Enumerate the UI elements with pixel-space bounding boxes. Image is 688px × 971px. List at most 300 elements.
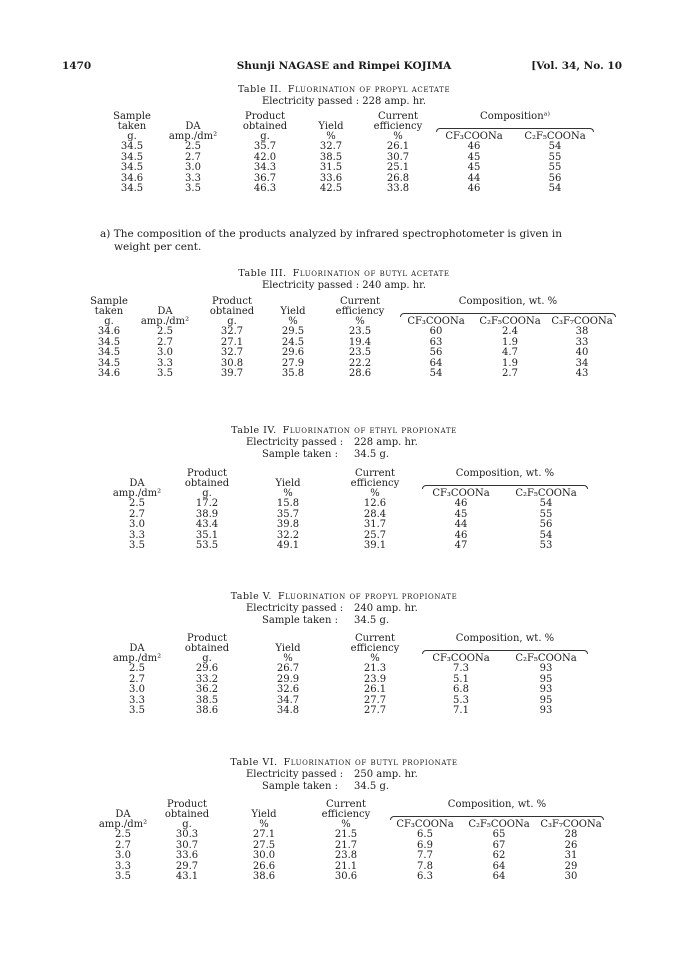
table-cell: 3.0 bbox=[157, 347, 173, 358]
table-cell: 7.8 bbox=[417, 860, 433, 872]
table-cell: 3.5 bbox=[185, 183, 201, 194]
page-number: 1470 bbox=[62, 60, 92, 72]
table-cell: 44 bbox=[454, 519, 468, 530]
table-cell: 32.7 bbox=[220, 347, 244, 358]
table-cell: 95 bbox=[539, 694, 553, 706]
table-cell: 6.3 bbox=[417, 871, 433, 882]
table-6-caption bbox=[0, 757, 688, 793]
table-row bbox=[96, 851, 606, 862]
table-cell: 3.0 bbox=[115, 850, 131, 861]
da-header: DA bbox=[129, 643, 145, 654]
table-cell: 95 bbox=[539, 673, 553, 685]
header-cell: obtained bbox=[242, 121, 288, 132]
header-cell: Sample bbox=[113, 111, 151, 122]
table-cell: 2.7 bbox=[115, 839, 131, 851]
table-row bbox=[106, 675, 590, 686]
table-cell: 33.8 bbox=[386, 183, 410, 194]
header-cell: Product bbox=[167, 799, 207, 810]
table-cell: 63 bbox=[429, 336, 443, 348]
table-cell: 7.1 bbox=[453, 705, 469, 716]
table-header bbox=[106, 469, 590, 499]
header-cell: efficiency bbox=[350, 643, 400, 654]
table-row bbox=[88, 348, 618, 359]
header-cell: efficiency bbox=[335, 306, 385, 317]
table-cell: 46 bbox=[454, 529, 468, 541]
table-2 bbox=[108, 112, 596, 195]
header-cell: Product bbox=[187, 468, 227, 479]
table-cell: 5.3 bbox=[453, 694, 469, 706]
table-row bbox=[106, 664, 590, 675]
header-cell: efficiency bbox=[321, 809, 371, 820]
table-header bbox=[96, 800, 606, 830]
table-cell: 26.8 bbox=[386, 172, 410, 184]
table-cell: 26.7 bbox=[276, 663, 300, 674]
table-row bbox=[106, 520, 590, 531]
table-cell: 40 bbox=[575, 347, 589, 358]
header-cell: Yield bbox=[275, 643, 301, 654]
table-row bbox=[106, 531, 590, 542]
table-cell: 31.5 bbox=[319, 162, 343, 173]
unit-cell: amp./dm² bbox=[168, 131, 218, 142]
unit-cell: g. bbox=[202, 653, 212, 664]
table-cell: 29.5 bbox=[281, 326, 305, 337]
table-title: Fluorination of propyl propionate bbox=[278, 591, 458, 602]
table-cell: 53 bbox=[539, 540, 553, 551]
table-cell: 34.5 bbox=[97, 357, 121, 369]
table-cell: 3.5 bbox=[157, 368, 173, 379]
unit-cell: CF₃COONa bbox=[396, 819, 454, 830]
table-cell: 6.9 bbox=[417, 839, 433, 851]
table-cell: 27.7 bbox=[363, 705, 387, 716]
table-cell: 12.6 bbox=[363, 498, 387, 509]
header-cell: efficiency bbox=[350, 478, 400, 489]
table-cell: 34.5 bbox=[120, 141, 144, 152]
table-cell: 44 bbox=[467, 172, 481, 184]
unit-cell: CF₃COONa bbox=[407, 316, 465, 327]
table-cell: 35.8 bbox=[281, 368, 305, 379]
table-cell: 28.6 bbox=[348, 368, 372, 379]
table-cell: 54 bbox=[539, 498, 553, 509]
table-cell: 2.5 bbox=[129, 663, 145, 674]
table-cell: 23.5 bbox=[348, 347, 372, 358]
sample-label: Sample taken : bbox=[262, 615, 338, 626]
composition-group-header: Composition, wt. % bbox=[455, 633, 555, 644]
table-cell: 29.7 bbox=[175, 860, 199, 872]
table-cell: 42.5 bbox=[319, 183, 343, 194]
table-cell: 56 bbox=[548, 172, 562, 184]
table-cell: 43.4 bbox=[195, 519, 219, 530]
sample-label: Sample taken : bbox=[262, 449, 338, 460]
table-cell: 46 bbox=[467, 141, 481, 152]
table-cell: 3.5 bbox=[129, 705, 145, 716]
table-cell: 34.5 bbox=[120, 151, 144, 163]
table-cell: 2.5 bbox=[185, 141, 201, 152]
table-cell: 56 bbox=[429, 347, 443, 358]
table-row bbox=[106, 696, 590, 707]
unit-cell: % bbox=[259, 819, 269, 830]
table-cell: 3.3 bbox=[157, 357, 173, 369]
unit-cell: CF₃COONa bbox=[445, 131, 503, 142]
table-cell: 38.5 bbox=[319, 151, 343, 163]
table-cell: 29.9 bbox=[276, 673, 300, 685]
table-row bbox=[108, 174, 596, 185]
table-cell: 62 bbox=[492, 850, 506, 861]
header-cell: efficiency bbox=[373, 121, 423, 132]
header-cell: Sample bbox=[90, 296, 128, 307]
da-header: DA bbox=[115, 809, 131, 820]
table-cell: 45 bbox=[467, 162, 481, 173]
table-row bbox=[108, 184, 596, 195]
table-title: Fluorination of propyl acetate bbox=[287, 84, 451, 95]
table-cell: 30.6 bbox=[334, 871, 358, 882]
header-cell: Yield bbox=[275, 478, 301, 489]
header-cell: Product bbox=[212, 296, 252, 307]
table-cell: 2.7 bbox=[129, 673, 145, 685]
table-number: Table V. bbox=[230, 591, 272, 602]
table-cell: 31 bbox=[564, 850, 578, 861]
unit-cell: C₂F₅COONa bbox=[524, 131, 586, 142]
table-cell: 46.3 bbox=[253, 183, 277, 194]
table-row bbox=[108, 142, 596, 153]
table-cell: 23.9 bbox=[363, 673, 387, 685]
table-cell: 32.7 bbox=[319, 141, 343, 152]
sample-value: 34.5 g. bbox=[354, 615, 390, 626]
da-header: DA bbox=[157, 306, 173, 317]
table-cell: 45 bbox=[467, 151, 481, 163]
table-cell: 64 bbox=[429, 357, 443, 369]
header-cell: Product bbox=[245, 111, 285, 122]
unit-cell: % bbox=[326, 131, 336, 142]
table-cell: 21.7 bbox=[334, 839, 358, 851]
header-cell: Yield bbox=[318, 121, 344, 132]
table-cell: 32.7 bbox=[220, 326, 244, 337]
table-cell: 45 bbox=[454, 508, 468, 520]
table-cell: 49.1 bbox=[276, 540, 300, 551]
unit-cell: g. bbox=[104, 316, 114, 327]
table-cell: 65 bbox=[492, 829, 506, 840]
table-cell: 43 bbox=[575, 368, 589, 379]
table-cell: 33 bbox=[575, 336, 589, 348]
table-cell: 67 bbox=[492, 839, 506, 851]
table-row bbox=[88, 327, 618, 338]
composition-group-header: Composition, wt. % bbox=[455, 468, 555, 479]
table-cell: 34.6 bbox=[97, 368, 121, 379]
table-cell: 38.6 bbox=[252, 871, 276, 882]
table-cell: 3.0 bbox=[129, 519, 145, 530]
table-5 bbox=[106, 634, 590, 717]
table-cell: 93 bbox=[539, 705, 553, 716]
unit-cell: C₂F₅COONa bbox=[515, 488, 577, 499]
table-cell: 2.5 bbox=[129, 498, 145, 509]
table-cell: 54 bbox=[539, 529, 553, 541]
unit-cell: % bbox=[370, 488, 380, 499]
table-cell: 30.7 bbox=[386, 151, 410, 163]
table-cell: 2.7 bbox=[185, 151, 201, 163]
table-cell: 34.5 bbox=[120, 162, 144, 173]
table-cell: 7.3 bbox=[453, 663, 469, 674]
table-cell: 21.3 bbox=[363, 663, 387, 674]
table-cell: 35.7 bbox=[276, 508, 300, 520]
unit-cell: % bbox=[283, 653, 293, 664]
table-cell: 3.5 bbox=[115, 871, 131, 882]
table-cell: 3.3 bbox=[129, 529, 145, 541]
header-cell: obtained bbox=[184, 643, 230, 654]
table-row bbox=[106, 499, 590, 510]
table-cell: 32.6 bbox=[276, 684, 300, 695]
header-cell: Current bbox=[339, 296, 381, 307]
table-cell: 3.3 bbox=[115, 860, 131, 872]
table-cell: 39.1 bbox=[363, 540, 387, 551]
table-cell: 64 bbox=[492, 871, 506, 882]
unit-cell: g. bbox=[182, 819, 192, 830]
table-cell: 93 bbox=[539, 684, 553, 695]
table-cell: 46 bbox=[454, 498, 468, 509]
unit-cell: C₂F₅COONa bbox=[479, 316, 541, 327]
table-cell: 39.7 bbox=[220, 368, 244, 379]
table-row bbox=[108, 153, 596, 164]
footnote-line: weight per cent. bbox=[114, 241, 202, 253]
electricity-value: 240 amp. hr. bbox=[354, 603, 418, 614]
table-cell: 35.1 bbox=[195, 529, 219, 541]
table-row bbox=[106, 685, 590, 696]
table-header bbox=[108, 112, 596, 142]
table-cell: 21.5 bbox=[334, 829, 358, 840]
table-4-caption bbox=[0, 425, 688, 461]
table-3 bbox=[88, 297, 618, 380]
table-row bbox=[106, 541, 590, 552]
unit-cell: g. bbox=[202, 488, 212, 499]
table-cell: 30.0 bbox=[252, 850, 276, 861]
table-cell: 34.7 bbox=[276, 694, 300, 706]
volume-info: [Vol. 34, No. 10 bbox=[531, 60, 622, 72]
table-cell: 30.7 bbox=[175, 839, 199, 851]
table-cell: 3.0 bbox=[129, 684, 145, 695]
table-cell: 54 bbox=[548, 183, 562, 194]
header-cell: obtained bbox=[209, 306, 255, 317]
table-cell: 38.5 bbox=[195, 694, 219, 706]
table-cell: 3.3 bbox=[185, 172, 201, 184]
header-cell: Yield bbox=[280, 306, 306, 317]
table-cell: 53.5 bbox=[195, 540, 219, 551]
table-cell: 30.8 bbox=[220, 357, 244, 369]
table-number: Table VI. bbox=[230, 757, 278, 768]
composition-group-header: Composition, wt. % bbox=[458, 296, 558, 307]
unit-cell: % bbox=[355, 316, 365, 327]
table-cell: 33.6 bbox=[319, 172, 343, 184]
table-cell: 36.7 bbox=[253, 172, 277, 184]
table-cell: 46 bbox=[467, 183, 481, 194]
table-title: Fluorination of butyl acetate bbox=[292, 268, 450, 279]
footnote-line: a) The composition of the products analyzed by infrared spectrophotometer is given in bbox=[100, 228, 562, 240]
header-cell: Current bbox=[325, 799, 367, 810]
table-cell: 55 bbox=[539, 508, 553, 520]
unit-cell: C₂F₅COONa bbox=[515, 653, 577, 664]
table-row bbox=[96, 872, 606, 883]
table-cell: 4.7 bbox=[502, 347, 518, 358]
sample-label: Sample taken : bbox=[262, 781, 338, 792]
table-cell: 34.5 bbox=[97, 336, 121, 348]
table-cell: 26 bbox=[564, 839, 578, 851]
table-cell: 6.5 bbox=[417, 829, 433, 840]
table-cell: 26.1 bbox=[386, 141, 410, 152]
table-cell: 34.3 bbox=[253, 162, 277, 173]
table-cell: 21.1 bbox=[334, 860, 358, 872]
unit-cell: amp./dm² bbox=[112, 488, 162, 499]
electricity-passed: Electricity passed : 228 amp. hr. bbox=[261, 96, 427, 107]
table-cell: 23.5 bbox=[348, 326, 372, 337]
table-cell: 28 bbox=[564, 829, 578, 840]
unit-cell: g. bbox=[260, 131, 270, 142]
table-cell: 24.5 bbox=[281, 336, 305, 348]
header-cell: Yield bbox=[251, 809, 277, 820]
table-2-caption bbox=[0, 84, 688, 108]
table-cell: 15.8 bbox=[276, 498, 300, 509]
header-cell: Product bbox=[187, 633, 227, 644]
table-5-caption bbox=[0, 591, 688, 627]
unit-cell: % bbox=[288, 316, 298, 327]
table-3-caption bbox=[0, 268, 688, 292]
table-cell: 38.6 bbox=[195, 705, 219, 716]
table-cell: 54 bbox=[548, 141, 562, 152]
table-number: Table III. bbox=[238, 268, 287, 279]
table-2-footnote bbox=[100, 228, 620, 254]
table-cell: 5.1 bbox=[453, 673, 469, 685]
da-header: DA bbox=[185, 121, 201, 132]
table-title: Fluorination of ethyl propionate bbox=[282, 425, 457, 436]
table-cell: 38.9 bbox=[195, 508, 219, 520]
table-cell: 27.1 bbox=[252, 829, 276, 840]
unit-cell: amp./dm² bbox=[98, 819, 148, 830]
table-cell: 30 bbox=[564, 871, 578, 882]
table-cell: 2.5 bbox=[157, 326, 173, 337]
unit-cell: CF₃COONa bbox=[432, 653, 490, 664]
electricity-passed: Electricity passed : 240 amp. hr. bbox=[261, 280, 427, 291]
authors: Shunji NAGASE and Rimpei KOJIMA bbox=[236, 60, 452, 72]
table-cell: 26.1 bbox=[363, 684, 387, 695]
running-header bbox=[0, 60, 688, 74]
electricity-label: Electricity passed : bbox=[246, 603, 344, 614]
table-cell: 27.1 bbox=[220, 336, 244, 348]
sample-value: 34.5 g. bbox=[354, 781, 390, 792]
table-cell: 2.7 bbox=[129, 508, 145, 520]
unit-cell: C₂F₅COONa bbox=[468, 819, 530, 830]
table-cell: 29 bbox=[564, 860, 578, 872]
table-cell: 60 bbox=[429, 326, 443, 337]
unit-cell: % bbox=[370, 653, 380, 664]
table-cell: 2.7 bbox=[502, 368, 518, 379]
table-cell: 3.0 bbox=[185, 162, 201, 173]
table-cell: 55 bbox=[548, 151, 562, 163]
table-cell: 27.7 bbox=[363, 694, 387, 706]
table-title: Fluorination of butyl propionate bbox=[283, 757, 458, 768]
table-cell: 35.7 bbox=[253, 141, 277, 152]
header-cell: obtained bbox=[164, 809, 210, 820]
unit-cell: amp./dm² bbox=[140, 316, 190, 327]
table-cell: 38 bbox=[575, 326, 589, 337]
unit-cell: C₃F₇COONa bbox=[551, 316, 613, 327]
unit-cell: amp./dm² bbox=[112, 653, 162, 664]
table-cell: 34.6 bbox=[97, 326, 121, 337]
composition-group-header: Compositionᵃ⁾ bbox=[480, 111, 550, 122]
table-4 bbox=[106, 469, 590, 552]
table-cell: 55 bbox=[548, 162, 562, 173]
table-cell: 17.2 bbox=[195, 498, 219, 509]
table-cell: 7.7 bbox=[417, 850, 433, 861]
table-cell: 39.8 bbox=[276, 519, 300, 530]
table-row bbox=[96, 830, 606, 841]
header-cell: taken bbox=[117, 121, 147, 132]
table-cell: 93 bbox=[539, 663, 553, 674]
unit-cell: % bbox=[341, 819, 351, 830]
table-header bbox=[88, 297, 618, 327]
table-cell: 54 bbox=[429, 368, 443, 379]
header-cell: obtained bbox=[184, 478, 230, 489]
electricity-value: 250 amp. hr. bbox=[354, 769, 418, 780]
unit-cell: g. bbox=[227, 316, 237, 327]
table-cell: 33.2 bbox=[195, 673, 219, 685]
table-cell: 34 bbox=[575, 357, 589, 369]
table-cell: 23.8 bbox=[334, 850, 358, 861]
table-cell: 2.4 bbox=[502, 326, 518, 337]
unit-cell: % bbox=[393, 131, 403, 142]
table-cell: 56 bbox=[539, 519, 553, 530]
electricity-label: Electricity passed : bbox=[246, 769, 344, 780]
table-cell: 25.1 bbox=[386, 162, 410, 173]
table-number: Table II. bbox=[237, 84, 282, 95]
table-6 bbox=[96, 800, 606, 883]
table-cell: 43.1 bbox=[175, 871, 199, 882]
table-cell: 47 bbox=[454, 540, 468, 551]
unit-cell: g. bbox=[127, 131, 137, 142]
table-cell: 26.6 bbox=[252, 860, 276, 872]
unit-cell: CF₃COONa bbox=[432, 488, 490, 499]
table-cell: 31.7 bbox=[363, 519, 387, 530]
table-cell: 1.9 bbox=[502, 336, 518, 348]
table-cell: 29.6 bbox=[195, 663, 219, 674]
table-header bbox=[106, 634, 590, 664]
da-header: DA bbox=[129, 478, 145, 489]
table-cell: 42.0 bbox=[253, 151, 277, 163]
table-row bbox=[106, 510, 590, 521]
electricity-label: Electricity passed : bbox=[246, 437, 344, 448]
table-cell: 6.8 bbox=[453, 684, 469, 695]
table-row bbox=[106, 706, 590, 717]
header-cell: Current bbox=[377, 111, 419, 122]
table-cell: 22.2 bbox=[348, 357, 372, 369]
table-cell: 2.5 bbox=[115, 829, 131, 840]
electricity-value: 228 amp. hr. bbox=[354, 437, 418, 448]
table-cell: 19.4 bbox=[348, 336, 372, 348]
table-cell: 33.6 bbox=[175, 850, 199, 861]
header-cell: taken bbox=[94, 306, 124, 317]
table-cell: 1.9 bbox=[502, 357, 518, 369]
table-cell: 27.5 bbox=[252, 839, 276, 851]
table-cell: 27.9 bbox=[281, 357, 305, 369]
table-cell: 34.5 bbox=[97, 347, 121, 358]
table-number: Table IV. bbox=[231, 425, 277, 436]
table-cell: 25.7 bbox=[363, 529, 387, 541]
table-cell: 29.6 bbox=[281, 347, 305, 358]
unit-cell: % bbox=[283, 488, 293, 499]
table-cell: 3.5 bbox=[129, 540, 145, 551]
table-cell: 34.8 bbox=[276, 705, 300, 716]
sample-value: 34.5 g. bbox=[354, 449, 390, 460]
table-cell: 34.6 bbox=[120, 172, 144, 184]
table-row bbox=[88, 369, 618, 380]
table-cell: 64 bbox=[492, 860, 506, 872]
composition-group-header: Composition, wt. % bbox=[447, 799, 547, 810]
header-cell: Current bbox=[354, 633, 396, 644]
